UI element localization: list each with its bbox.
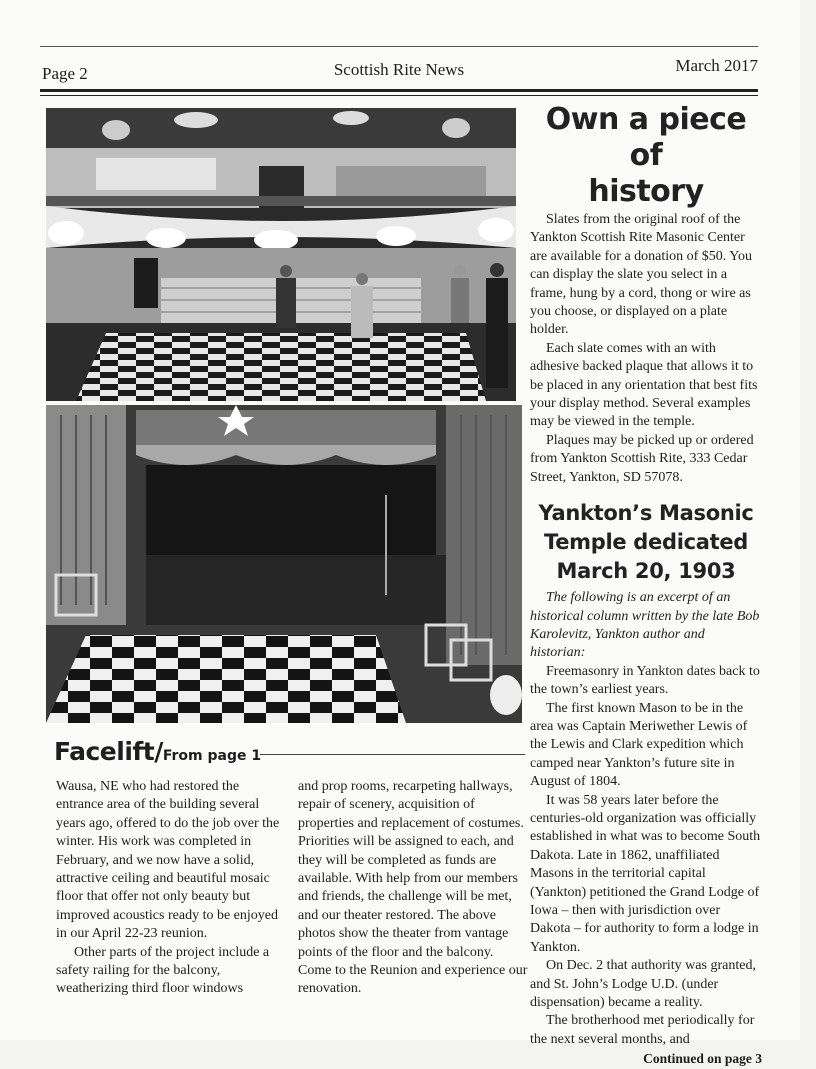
article-paragraph: The brotherhood met periodically for the next several months, and bbox=[530, 1013, 755, 1047]
headline-line-1: Yankton’s Masonic bbox=[538, 501, 754, 526]
masonic-temple-headline bbox=[530, 499, 762, 586]
top-divider bbox=[40, 46, 758, 47]
theater-stage-photo bbox=[46, 405, 522, 723]
header-rule-thin bbox=[40, 95, 758, 96]
facelift-column-1 bbox=[56, 778, 288, 999]
header-rule-thick bbox=[40, 89, 758, 92]
headline-line-2: Temple dedicated bbox=[543, 530, 749, 555]
article-paragraph: On Dec. 2 that authority was granted, and St. John’s Lodge U.D. (under dispensation) became a reality. bbox=[530, 958, 756, 1011]
theater-floor-photo bbox=[46, 108, 516, 401]
own-history-article bbox=[530, 211, 762, 487]
article-paragraph: Freemasonry in Yankton dates back to the town’s earliest years. bbox=[530, 663, 760, 698]
sidebar-column bbox=[530, 100, 762, 1069]
article-paragraph: and prop rooms, recarpeting hallways, repair of scenery, acquisition of properties and replacement of costumes. Priorities will be assigned to each, and they will be completed as funds are available. With help from our members and friends, the challenge will be met, and our theater restored. The above photos show the theater from vantage points of the floor and the balcony. Come to the Reunion and experience our renovation. bbox=[298, 779, 528, 997]
article-paragraph: Other parts of the project include a safety railing for the balcony, weatherizing third floor windows bbox=[56, 944, 270, 997]
theater-floor-image bbox=[46, 108, 516, 401]
headline-line-3: March 20, 1903 bbox=[556, 559, 736, 584]
issue-date: March 2017 bbox=[675, 56, 758, 75]
article-paragraph: Plaques may be picked up or ordered from Yankton Scottish Rite, 333 Cedar Street, Yankton, SD 57078. bbox=[530, 432, 754, 485]
facelift-title: Facelift/ bbox=[54, 737, 163, 766]
article-paragraph: Slates from the original roof of the Yankton Scottish Rite Masonic Center are available for a donation of $50. You can display the slate you select in a frame, hung by a cord, thong or wire as you choose, or displayed on a plate holder. bbox=[530, 212, 752, 338]
facelift-column-2 bbox=[298, 778, 528, 999]
jump-from-label: From page 1 bbox=[162, 748, 262, 764]
own-history-headline bbox=[530, 102, 762, 210]
article-paragraph: Each slate comes with an with adhesive backed plaque that allows it to be placed in any orientation that best fits your display method. Several examples may be viewed in the temple. bbox=[530, 340, 758, 430]
headline-rule bbox=[260, 754, 525, 755]
page-number: Page 2 bbox=[42, 64, 88, 83]
article-paragraph: The first known Mason to be in the area was Captain Meriwether Lewis of the Lewis and Clark expedition which camped near Yankton’s future site in August of 1804. bbox=[530, 700, 748, 790]
headline-line-1: Own a piece of bbox=[545, 102, 747, 173]
article-paragraph: It was 58 years later before the centuries-old organization was officially established in what was to become South Dakota. Late in 1862, unaffiliated Masons in the territorial capital (Yankton) petitioned the Grand Lodge of Iowa – then with jurisdiction over Dakota – for authority to form a lodge in Yankton. bbox=[530, 792, 761, 955]
theater-stage-image bbox=[46, 405, 522, 723]
headline-line-2: history bbox=[588, 174, 704, 209]
facelift-headline bbox=[54, 737, 524, 771]
continued-notice: Continued on page 3 bbox=[643, 1051, 762, 1067]
page-header bbox=[40, 56, 758, 86]
masonic-temple-article bbox=[530, 589, 762, 1069]
publication-name: Scottish Rite News bbox=[333, 60, 465, 79]
article-paragraph: Wausa, NE who had restored the entrance area of the building several years ago, offered to do the job over the winter. His work was completed in February, and we now have a solid, attractive ceiling and beautiful mosaic floor that offer not only beauty but improved acoustics ready to be enjoyed in our April 22-23 reunion. bbox=[56, 779, 280, 942]
article-intro: The following is an excerpt of an historical column written by the late Bob Karolevitz, Yankton author and historian: bbox=[530, 590, 760, 661]
